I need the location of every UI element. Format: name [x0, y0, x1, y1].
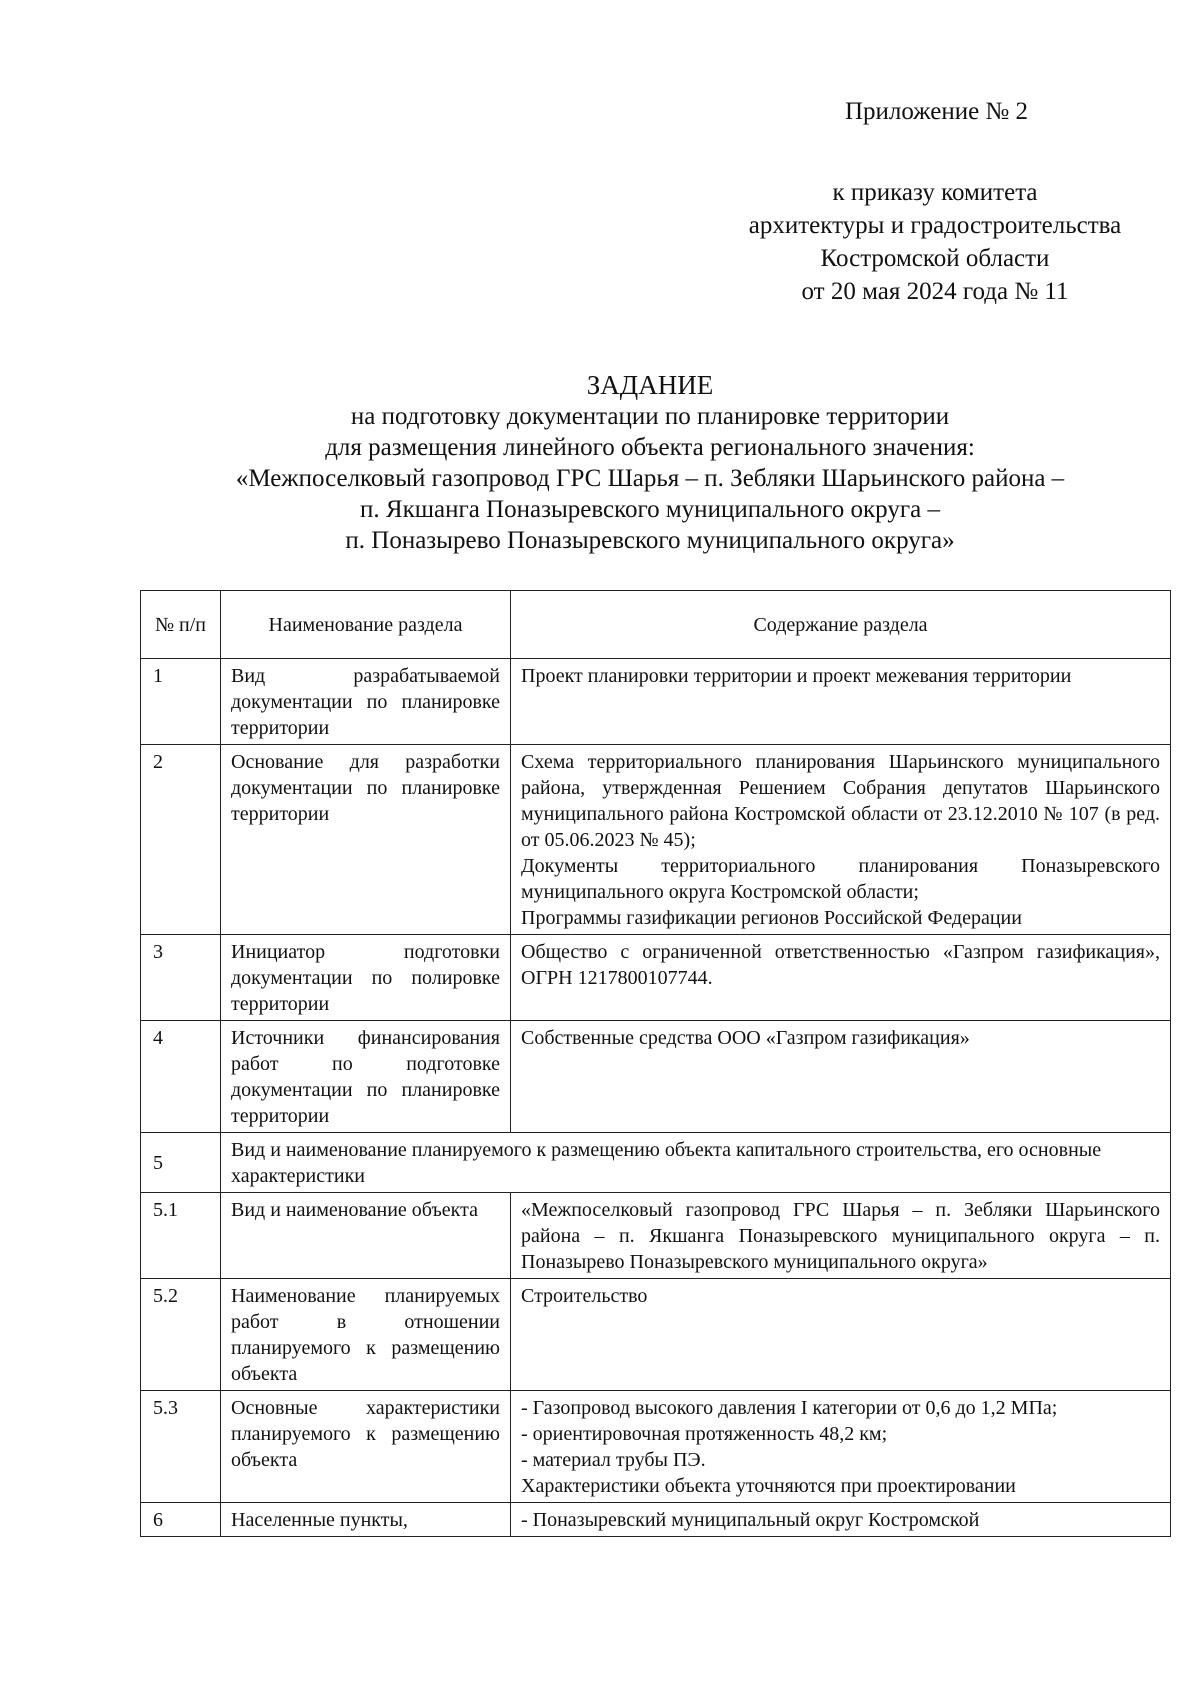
table-row — [141, 1391, 1171, 1503]
row-num: 1 — [141, 659, 221, 745]
order-line: Костромской области — [820, 245, 1050, 272]
table-row — [141, 1193, 1171, 1279]
content-line: - ориентировочная протяженность 48,2 км; — [521, 1423, 888, 1445]
table-row — [141, 1279, 1171, 1391]
header-section-content: Содержание раздела — [511, 591, 1171, 659]
row-num: 5.1 — [141, 1193, 221, 1279]
row-name: Основные характеристики планируемого к размещению объекта — [221, 1391, 511, 1503]
table-row — [141, 659, 1171, 745]
row-content — [511, 1391, 1171, 1503]
row-name: Вид разрабатываемой документации по планировке территории — [221, 659, 511, 745]
table-row — [141, 935, 1171, 1021]
content-line: - материал трубы ПЭ. — [521, 1449, 706, 1471]
row-num: 2 — [141, 745, 221, 935]
row-name: Инициатор подготовки документации по полировке территории — [221, 935, 511, 1021]
row-content — [511, 935, 1171, 1021]
content-line: «Межпоселковый газопровод ГРС Шарья – п. Зебляки Шарьинского района – п. Якшанга Поназыревского муниципального округа – п. Поназырево Поназыревского муниципального округа» — [521, 1199, 1160, 1273]
table-row — [141, 1021, 1171, 1133]
order-line: от 20 мая 2024 года № 11 — [801, 278, 1069, 305]
table-row — [141, 1503, 1171, 1537]
header-num: № п/п — [141, 591, 221, 659]
content-line: Программы газификации регионов Российской Федерации — [521, 907, 1022, 929]
order-line: архитектуры и градостроительства — [748, 212, 1122, 239]
title-heading: ЗАДАНИЕ — [586, 370, 714, 400]
content-line: Проект планировки территории и проект межевания территории — [521, 665, 1072, 687]
row-content — [511, 1503, 1171, 1537]
row-content — [511, 1279, 1171, 1391]
row-content — [511, 659, 1171, 745]
table-header-row — [141, 591, 1171, 659]
table-row — [141, 1133, 1171, 1193]
row-num: 6 — [141, 1503, 221, 1537]
content-line: Общество с ограниченной ответственностью «Газпром газификация», ОГРН 1217800107744. — [521, 941, 1160, 989]
task-table — [140, 590, 1171, 1537]
title-line: п. Якшанга Поназыревского муниципального округа – — [360, 496, 940, 523]
row-num: 5.3 — [141, 1391, 221, 1503]
title-line: на подготовку документации по планировке территории — [350, 403, 950, 430]
row-name: Источники финансирования работ по подготовке документации по планировке территории — [221, 1021, 511, 1133]
row-name: Населенные пункты, — [221, 1503, 511, 1537]
content-line: Документы территориального планирования Поназыревского муниципального округа Костромской области; — [521, 855, 1160, 903]
order-reference — [700, 176, 1170, 308]
row-num: 5 — [141, 1133, 221, 1193]
document-title — [150, 370, 1150, 556]
title-line: «Межпоселковый газопровод ГРС Шарья – п. Зебляки Шарьинского района – — [235, 465, 1065, 492]
content-line: Схема территориального планирования Шарьинского муниципального района, утвержденная Решением Собрания депутатов Шарьинского муниципального района Костромской области от 23.12.2010 № 107 (в ред. от 05.06.2023 № 45); — [521, 751, 1160, 851]
title-line: для размещения линейного объекта регионального значения: — [325, 434, 975, 461]
row-name: Основание для разработки документации по планировке территории — [221, 745, 511, 935]
row-content — [511, 1021, 1171, 1133]
row-span-content: Вид и наименование планируемого к размещению объекта капитального строительства, его основные характеристики — [221, 1133, 1171, 1193]
row-content — [511, 745, 1171, 935]
header-section-name: Наименование раздела — [221, 591, 511, 659]
row-num: 4 — [141, 1021, 221, 1133]
content-line: - Поназыревский муниципальный округ Костромской — [521, 1509, 980, 1531]
appendix-label: Приложение № 2 — [845, 98, 1029, 125]
row-content — [511, 1193, 1171, 1279]
row-num: 3 — [141, 935, 221, 1021]
content-line: Характеристики объекта уточняются при проектировании — [521, 1475, 1016, 1497]
row-num: 5.2 — [141, 1279, 221, 1391]
content-line: Строительство — [521, 1285, 648, 1307]
row-name: Наименование планируемых работ в отношении планируемого к размещению объекта — [221, 1279, 511, 1391]
order-line: к приказу комитета — [832, 179, 1038, 206]
title-line: п. Поназырево Поназыревского муниципального округа» — [345, 527, 955, 554]
table-row — [141, 745, 1171, 935]
row-name: Вид и наименование объекта — [221, 1193, 511, 1279]
content-line: Собственные средства ООО «Газпром газификация» — [521, 1027, 970, 1049]
content-line: - Газопровод высокого давления I категории от 0,6 до 1,2 МПа; — [521, 1397, 1058, 1419]
